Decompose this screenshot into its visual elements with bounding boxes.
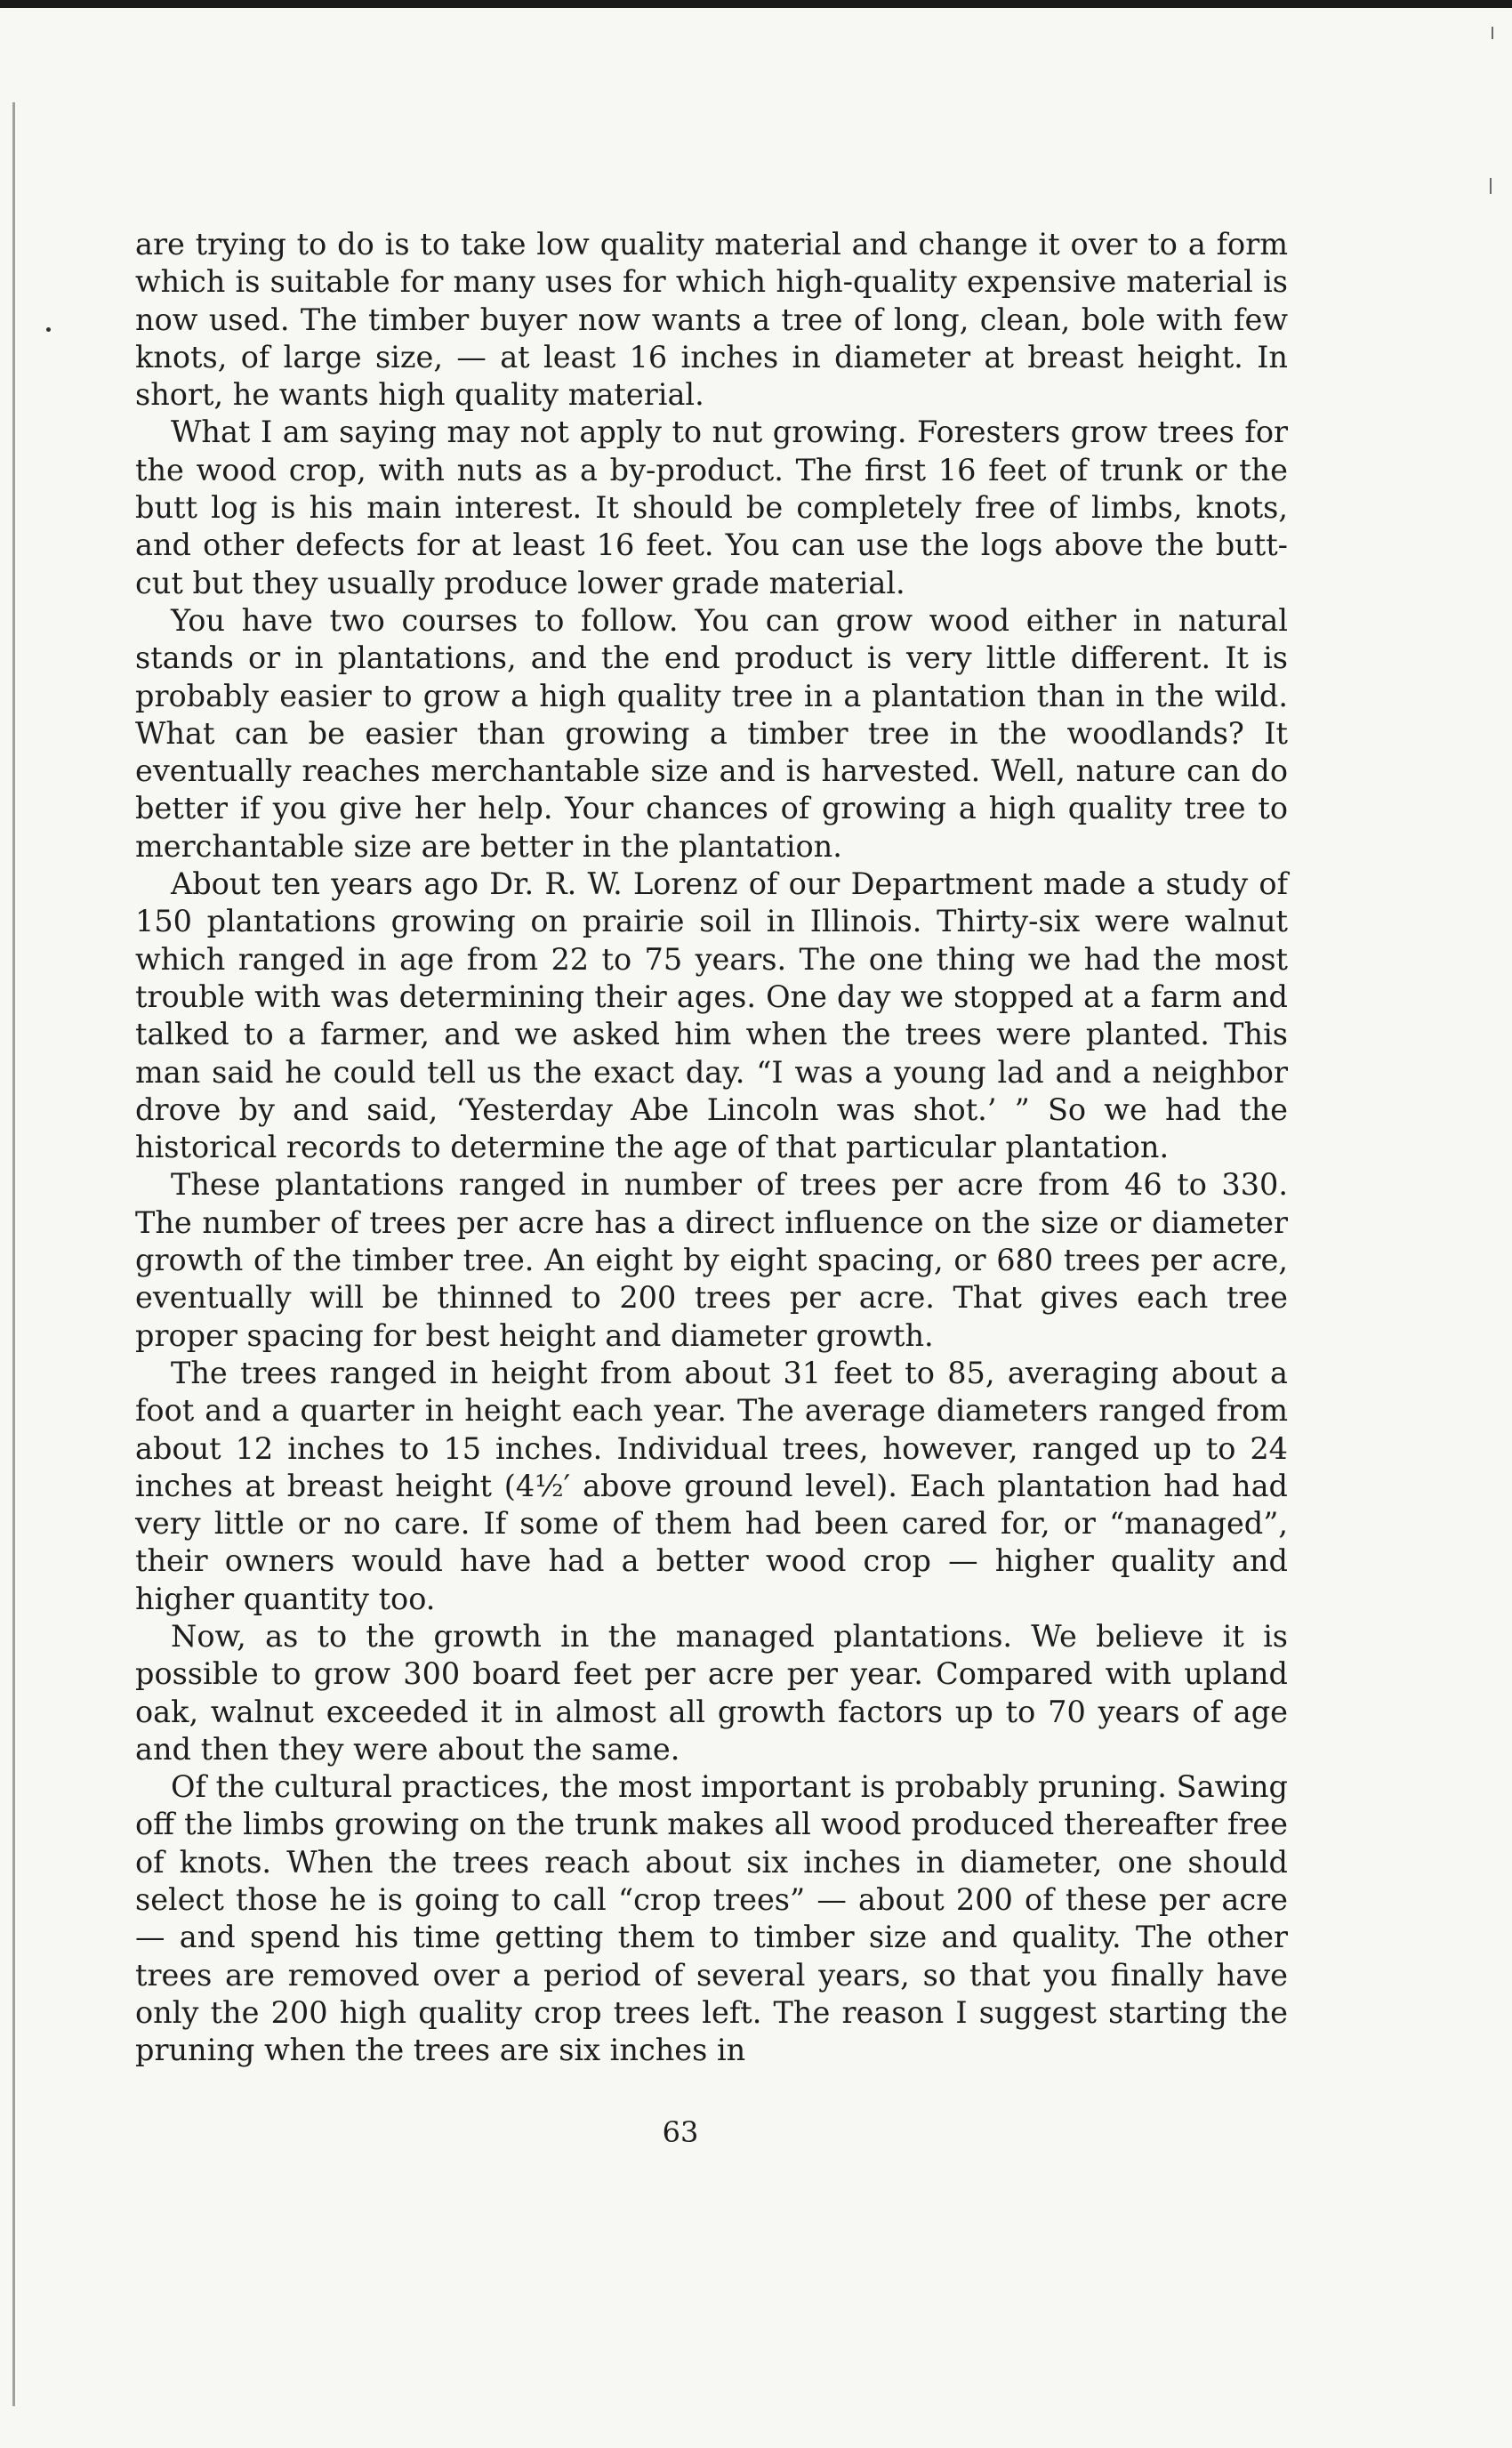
margin-dot <box>46 327 51 332</box>
body-text <box>135 226 1288 2070</box>
paragraph: About ten years ago Dr. R. W. Lorenz of our Department made a study of 150 plantations growing on prairie soil in Illinois. Thirty-six were walnut which ranged in age from 22 to 75 years. The one thing we had the most trouble with was determining their ages. One day we stopped at a farm and talked to a farmer, and we asked him when the trees were planted. This man said he could tell us the exact day. “I was a young lad and a neighbor drove by and said, ‘Yesterday Abe Lincoln was shot.’ ” So we had the historical records to determine the age of that particular plantation. <box>135 866 1288 1165</box>
top-border-rule <box>0 0 1512 8</box>
scan-margin-line <box>12 102 15 2406</box>
scan-mark <box>1490 178 1492 194</box>
paragraph: What I am saying may not apply to nut growing. Foresters grow trees for the wood crop, with nuts as a by-product. The first 16 feet of trunk or the butt log is his main interest. It should be completely free of limbs, knots, and other defects for at least 16 feet. You can use the logs above the butt-cut but they usually produce lower grade material. <box>135 415 1288 600</box>
paragraph: These plantations ranged in number of trees per acre from 46 to 330. The number of trees per acre has a direct influence on the size or diameter growth of the timber tree. An eight by eight spacing, or 680 trees per acre, eventually will be thinned to 200 trees per acre. That gives each tree proper spacing for best height and diameter growth. <box>135 1167 1288 1353</box>
paragraph: Of the cultural practices, the most important is probably pruning. Sawing off the limbs growing on the trunk makes all wood produced thereafter free of knots. When the trees reach about six inches in diameter, one should select those he is going to call “crop trees” — about 200 of these per acre — and spend his time getting them to timber size and quality. The other trees are removed over a period of several years, so that you finally have only the 200 high quality crop trees left. The reason I suggest starting the pruning when the trees are six inches in <box>135 1769 1288 2068</box>
page-number: 63 <box>662 2115 699 2149</box>
paragraph: Now, as to the growth in the managed plantations. We believe it is possible to grow 300 board feet per acre per year. Compared with upland oak, walnut exceeded it in almost all growth factors up to 70 years of age and then they were about the same. <box>135 1618 1288 1767</box>
scan-mark <box>1492 27 1493 39</box>
paragraph: are trying to do is to take low quality material and change it over to a form which is suitable for many uses for which high-quality expensive material is now used. The timber buyer now wants a tree of long, clean, bole with few knots, of large size, — at least 16 inches in diameter at breast height. In short, he wants high quality material. <box>135 227 1288 413</box>
paragraph: You have two courses to follow. You can grow wood either in natural stands or in plantations, and the end product is very little different. It is probably easier to grow a high quality tree in a plantation than in the wild. What can be easier than growing a timber tree in the woodlands? It eventually reaches merchantable size and is harvested. Well, nature can do better if you give her help. Your chances of growing a high quality tree to merchantable size are better in the plantation. <box>135 602 1288 864</box>
paragraph: The trees ranged in height from about 31 feet to 85, averaging about a foot and a quarter in height each year. The average diameters ranged from about 12 inches to 15 inches. Individual trees, however, ranged up to 24 inches at breast height (4½′ above ground level). Each plantation had had very little or no care. If some of them had been cared for, or “managed”, their owners would have had a better wood crop — higher quality and higher quantity too. <box>135 1355 1288 1616</box>
